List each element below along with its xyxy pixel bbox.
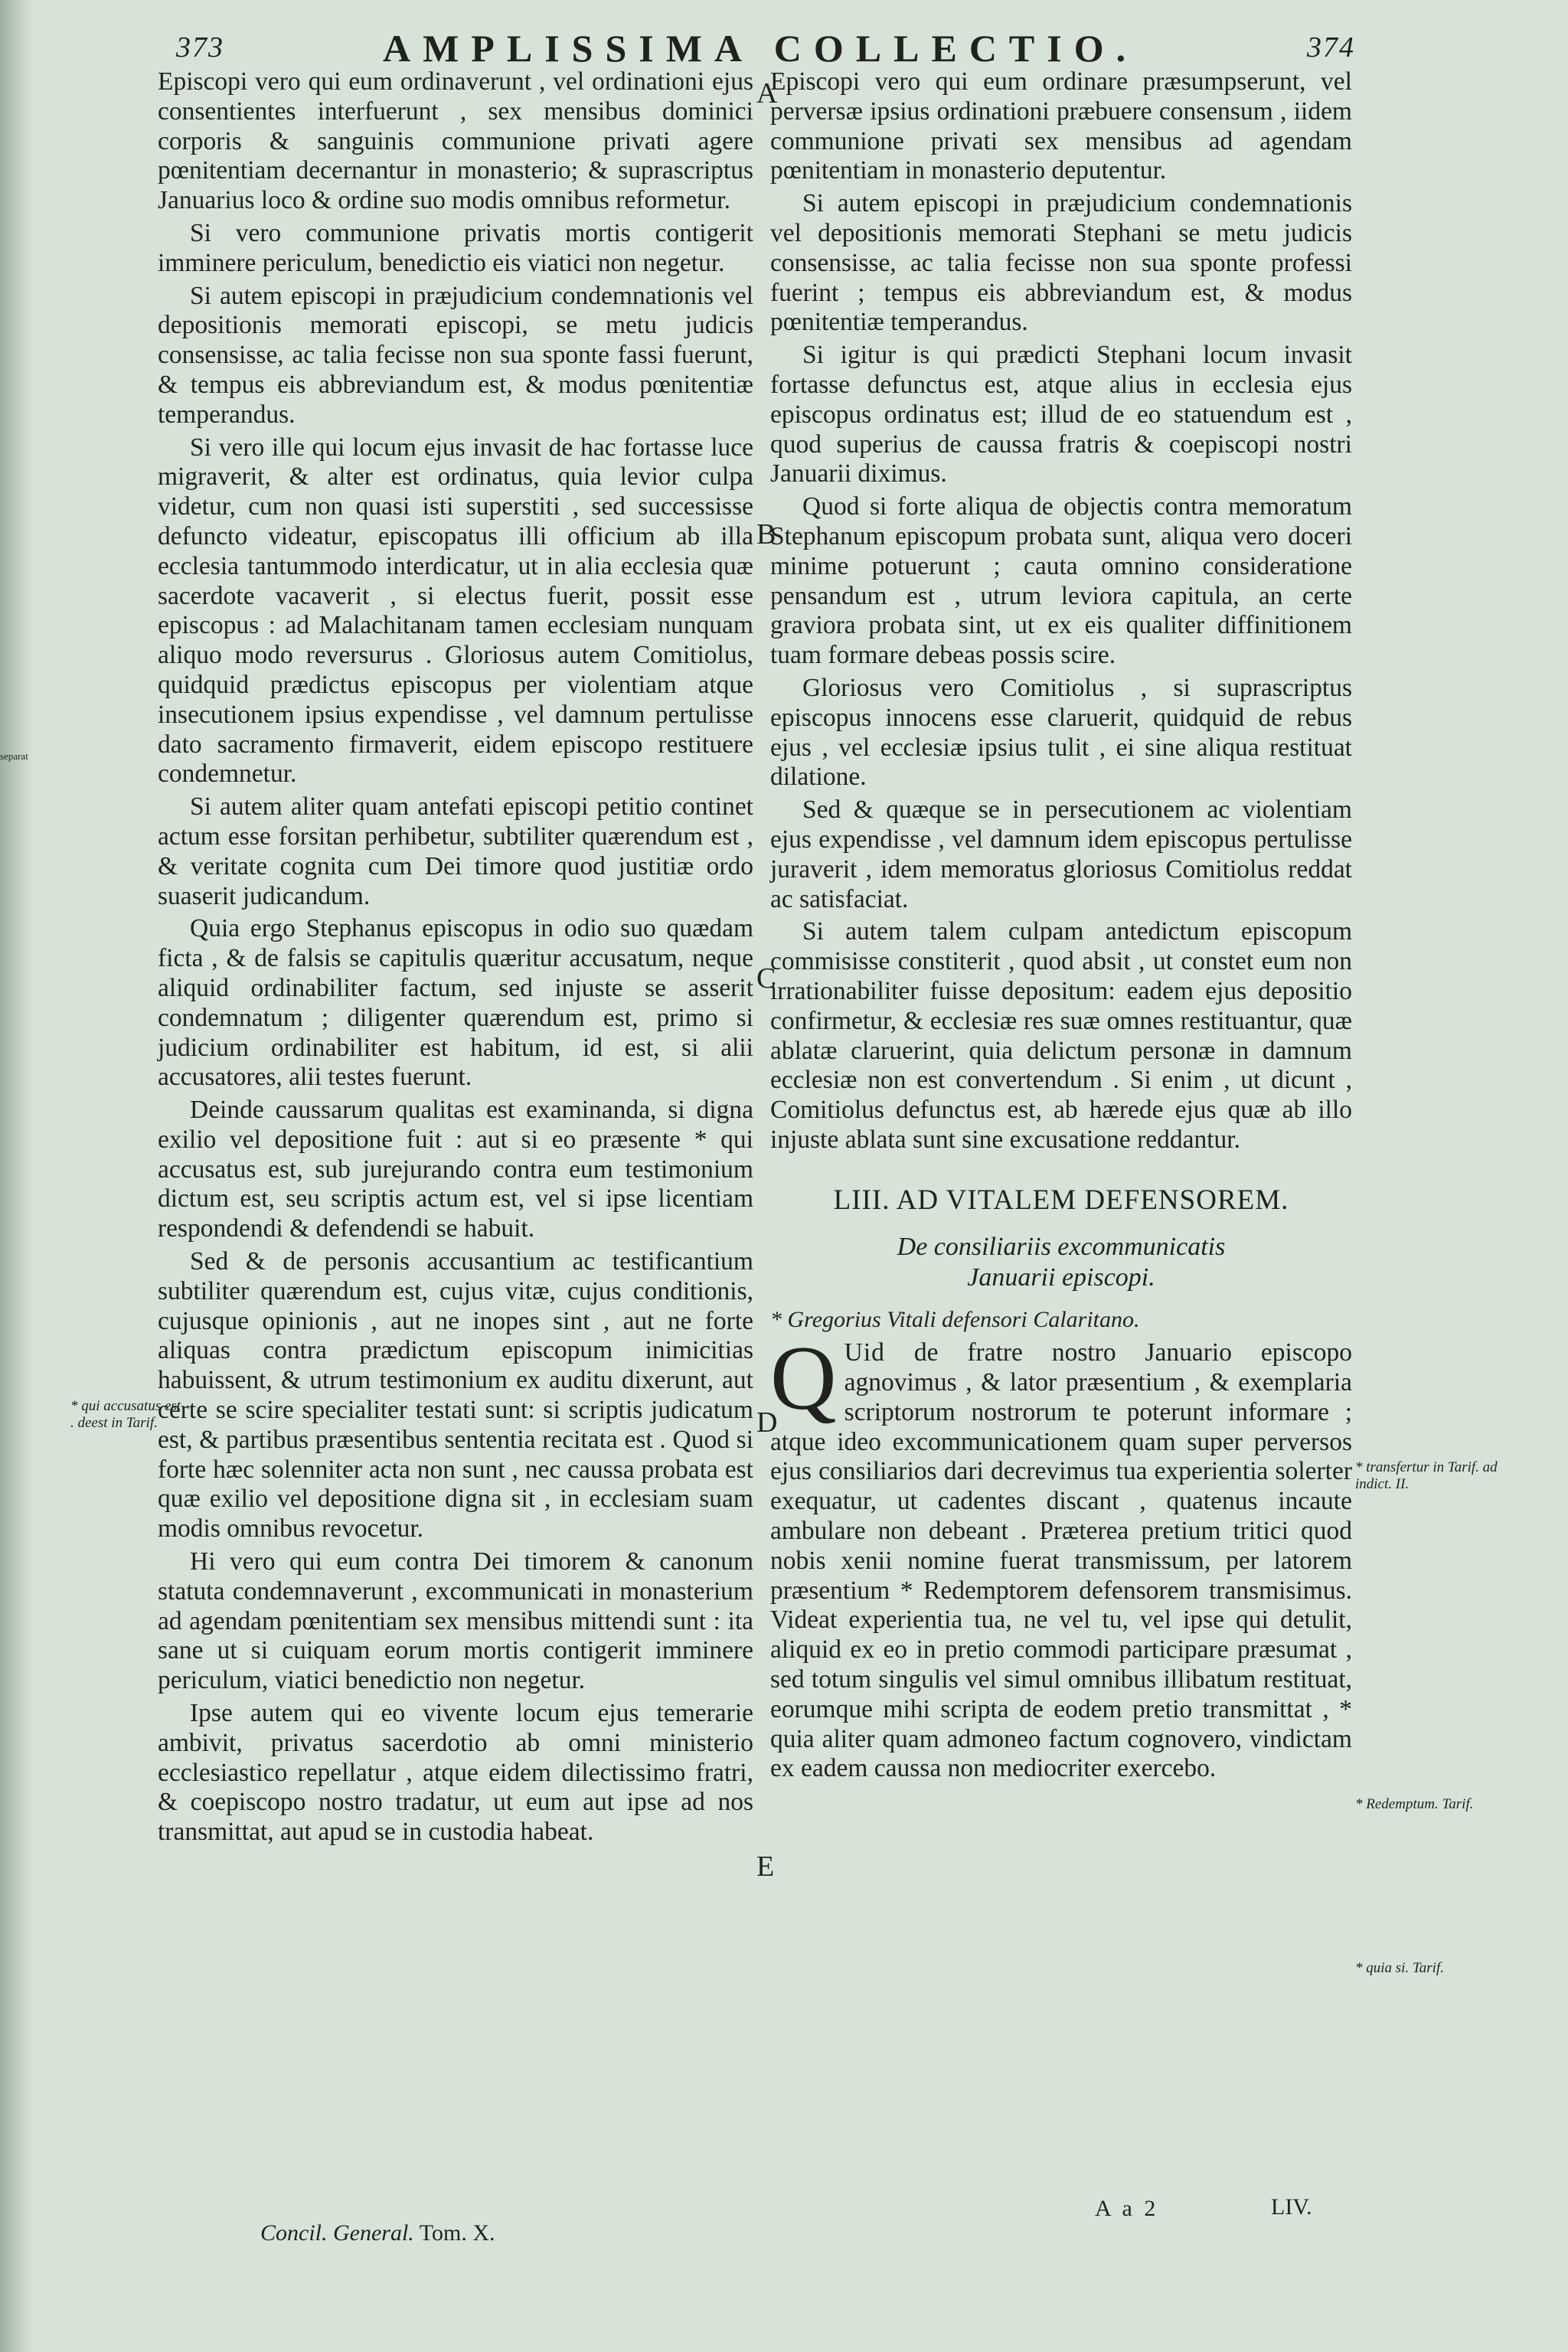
paragraph: Quod si forte aliqua de objectis contra memoratum Stephanum episcopum probata sunt, aliqua vero doceri minime potuerunt ; cauta omnino consideratione pensandum est , utrum leviora capitula, an certe graviora probata sint, ut ex eis qualiter diffinitionem tuam formare debeas possis scire. [770,492,1352,670]
paragraph: Si autem aliter quam antefati episcopi petitio continet actum esse forsitan perhibetur, subtiliter quærendum est , & veritate cognita cum Dei timore quod justitiæ ordo suaserit judicandum. [158,792,753,910]
right-column [770,67,1352,1784]
paragraph: Sed & quæque se in persecutionem ac violentiam ejus expendisse , vel damnum idem episcopus pertulisse juraverit , idem memoratus gloriosus Comitiolus reddat ac satisfaciat. [770,795,1352,913]
left-column [158,67,753,1847]
paragraph: Si vero ille qui locum ejus invasit de hac fortasse luce migraverit, & alter est ordinatus, quia levior culpa videtur, cum non quasi isti superstiti , sed successisse defuncto videatur, episcopatus illi officium ab illa ecclesia tantummodo interdicatur, ut in alia ecclesia quæ sacerdote vacaverit , si electus fuerit, possit esse episcopus : ad Malachitanam tamen ecclesiam nunquam aliquo modo reversurus . Gloriosus autem Comitiolus, quidquid prædictus episcopus per violentiam atque insecutionem ipsius expendisse , vel damnum pertulisse dato sacramento firmaverit, eidem episcopo restituere condemnetur. [158,433,753,789]
margin-letter-e: E [756,1851,775,1883]
margin-letter-b: B [756,518,776,550]
paragraph: Quia ergo Stephanus episcopus in odio suo quædam ficta , & de falsis se capitulis quæritur accusatum, neque aliquid ordinabiliter factum, sed injuste se asserit condemnatum ; diligenter quærendum est, primo si judicium ordinabiliter est habitum, id est, si alii accusatores, alii testes fuerunt. [158,914,753,1092]
paragraph: Si autem episcopi in præjudicium condemnationis vel depositionis memorati episcopi, se metu judicis consensisse, ac talia fecisse non sua sponte fassi fuerunt, & tempus eis abbreviandum est, & modus pœnitentiæ temperandus. [158,281,753,429]
paragraph: Gloriosus vero Comitiolus , si suprascriptus episcopus innocens esse claruerit, quidquid de rebus ejus , vel ecclesiæ ipsius tulit , ei sine aliqua restituat dilatione. [770,673,1352,792]
edge-note: separat [0,750,28,762]
catchword: LIV. [1271,2194,1312,2220]
margin-letter-a: A [756,77,778,109]
letter-text: de fratre nostro Januario episcopo agnovimus , & lator præsentium , & exemplaria scriptorum nostrorum te poterunt informare ; atque ideo excommunicationem quam super perversos ejus consiliarios dari decrevimus tua experientia solerter exequatur, ut cadentes discant , quatenus incaute ambulare non debeant . Præterea pretium tritici quod nobis xenii nomine fuerat transmissum, per latorem præsentium * Redemptorem defensorem transmisimus. Videat experientia tua, ne vel tu, vel ipse qui detulit, aliquid ex eo in pretio commodi participare præsumat , sed totum singulis vel simul omnibus illibatum restituat, eorumque mihi scripta de eodem pretio transmittat , * quia aliter quam admoneo factum cognovero, vindictam ex eadem caussa non mediocriter exercebo. [770,1338,1352,1783]
drop-cap: Q [770,1327,837,1429]
footer-series: Concil. General. [260,2220,414,2246]
side-note-right: * quia si. Tarif. [1355,1960,1444,1976]
paragraph: Hi vero qui eum contra Dei timorem & canonum statuta condemnaverunt , excommunicati in monasterium ad agendam pœnitentiam sex mensibus mittendi sunt : ita sane ut si cuiquam eorum mortis contigerit imminere periculum, viatici benedictio non negetur. [158,1547,753,1695]
letter-address: * Gregorius Vitali defensori Calaritano. [770,1307,1140,1333]
footer-volume [260,2220,495,2246]
paragraph: Si vero communione privatis mortis contigerit imminere periculum, benedictio eis viatici non negetur. [158,218,753,277]
paragraph: Si autem talem culpam antedictum episcopum commisisse constiterit , quod absit , ut constet eum non irrationabiliter fuisse depositum: eadem ejus depositio confirmetur, & ecclesiæ res suæ omnes restituantur, quæ ablatæ claruerint, quia delictum personæ in damnum ecclesiæ non est convertendum . Si enim , ut dicunt , Comitiolus defunctus est, ab hærede ejus quæ ab illo injuste ablata sunt sine excusatione reddantur. [770,917,1352,1154]
side-note-right: * Redemptum. Tarif. [1355,1796,1474,1812]
paragraph: Deinde caussarum qualitas est examinanda, si digna exilio vel depositione fuit : aut si eo præsente * qui accusatus est, sub jurejurando contra eum testimonium dictum est, seu scriptis actum est, vel si ipse licentiam respondendi & defendendi se habuit. [158,1096,753,1243]
letter-body [770,1327,1352,1784]
footer-tome: Tom. X. [419,2220,495,2246]
paragraph: Sed & de personis accusantium ac testificantium subtiliter quærendum est, cujus vitæ, cujus conditionis, cujusque opinionis , aut ne inopes sint , aut ne forte aliquas contra prædictum episcopum inimicitias habuissent, & utrum testimonium ex auditu dixerunt, aut certe se scire specialiter testati sunt: si scriptis judicatum est, & partibus præsentibus sententia recitata est . Quod si forte hæc solenniter acta non sunt , nec caussa probata est quæ exilio vel depositione digna sit , in ecclesiam suam modis omnibus revocetur. [158,1247,753,1544]
page-gutter [0,0,34,2352]
paragraph: Episcopi vero qui eum ordinare præsumpserunt, vel perversæ ipsius ordinationi præbuere consensum , iidem communione privati sex mensibus ad agendam pœnitentiam in monasterio deputentur. [770,67,1352,185]
side-note-left: * qui accusatus est . deest in Tarif. [70,1398,181,1431]
paragraph: Episcopi vero qui eum ordinaverunt , vel ordinationi ejus consentientes interfuerunt , sex mensibus dominici corporis & sanguinis communione privati agere pœnitentiam decernantur in monasterio; & suprascriptus Januarius loco & ordine suo modis omnibus reformetur. [158,67,753,215]
paragraph: Si autem episcopi in præjudicium condemnationis vel depositionis memorati Stephani se metu judicis consensisse, ac talia fecisse non sua sponte professi fuerint ; tempus eis abbreviandum est, & modus pœnitentiæ temperandus. [770,189,1352,337]
margin-letter-d: D [756,1406,778,1439]
paragraph: Ipse autem qui eo vivente locum ejus temerarie ambivit, privatus sacerdotio ab omni ministerio ecclesiastico repellatur , atque eidem dilectissimo fratri, & coepiscopo nostro tradatur, ut eum aut ipse ad nos transmittat, aut apud se in custodia habeat. [158,1699,753,1847]
first-word: Uid [844,1338,885,1367]
subheading-line: De consiliariis excommunicatis [897,1233,1226,1262]
running-title: AMPLISSIMA COLLECTIO. [383,27,1138,70]
page-number-right: 374 [1307,31,1355,64]
side-note-right: * transfertur in Tarif. ad indict. II. [1355,1459,1498,1492]
paragraph: Si igitur is qui prædicti Stephani locum invasit fortasse defunctus est, atque alius in ecclesia ejus episcopus ordinatus est; illud de eo statuendum est , quod superius de caussa fratris & coepiscopi nostri Januarii diximus. [770,341,1352,488]
letter-subheading [770,1232,1352,1293]
letter-heading: LIII. AD VITALEM DEFENSOREM. [833,1184,1289,1216]
signature-mark: A a 2 [1095,2196,1159,2221]
subheading-line: Januarii episcopi. [967,1263,1155,1292]
page-number-left: 373 [176,31,224,64]
margin-letter-c: C [756,962,776,995]
